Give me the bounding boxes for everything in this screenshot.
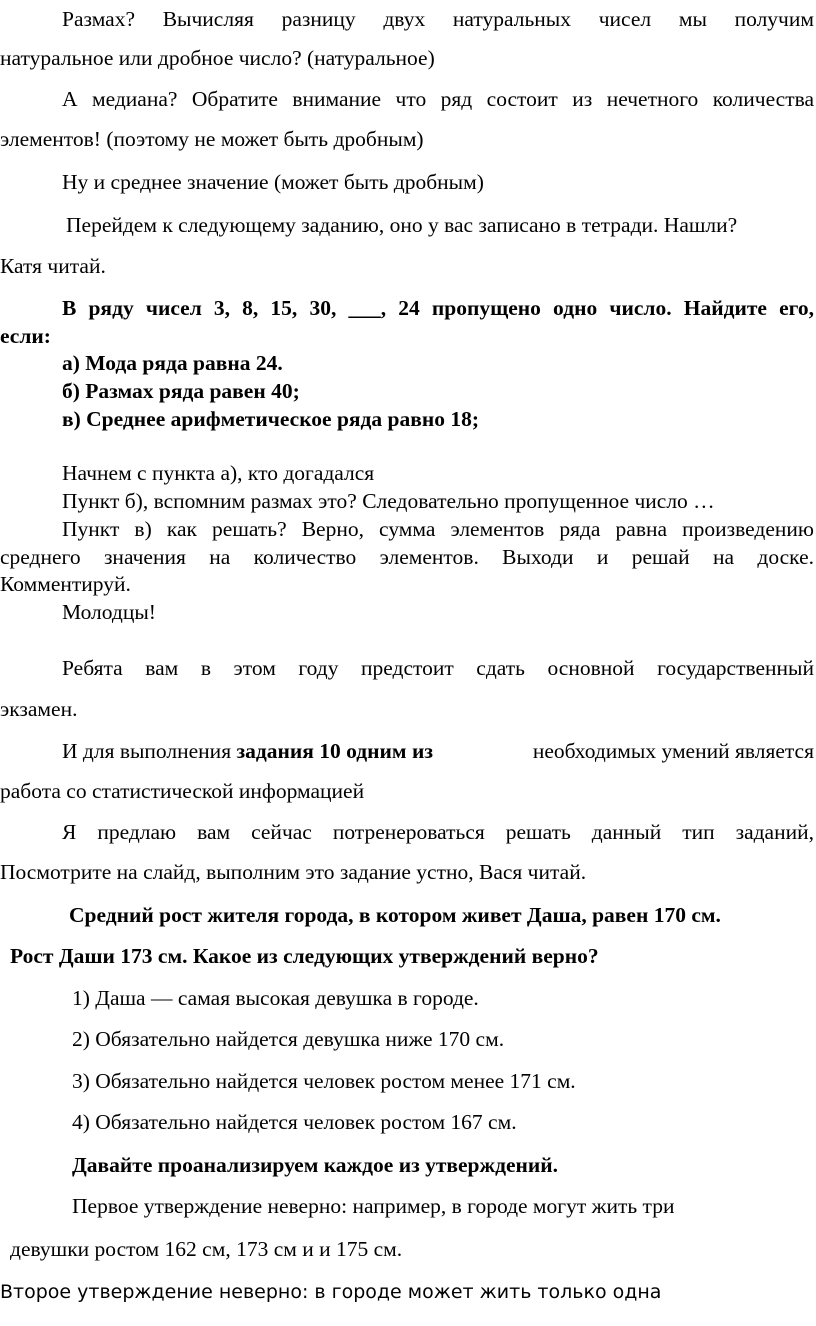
text-line: Перейдем к следующему заданию, оно у вас записано в тетради. Нашли? — [66, 213, 738, 237]
text-segment: И для выполнения — [62, 739, 237, 763]
task-item-a: а) Мода ряда равна 24. — [62, 351, 283, 375]
text-line: Пункт в) как решать? Верно, сумма элементов ряда равна произведению — [62, 517, 814, 541]
task-statement: если: — [0, 324, 51, 348]
text-line: девушки ростом 162 см, 173 см и и 175 см. — [10, 1237, 403, 1261]
text-line: Ребята вам в этом году предстоит сдать основной государственный — [62, 656, 814, 680]
problem-option: 2) Обязательно найдется девушка ниже 170 см. — [72, 1027, 505, 1051]
text-line: Первое утверждение неверно: например, в городе могут жить три — [72, 1194, 675, 1218]
text-line: Второе утверждение неверно: в городе может жить только одна — [0, 1281, 662, 1303]
text-line: среднего значения на количество элементов. Выходи и решай на доске. — [0, 545, 814, 569]
problem-option: 1) Даша — самая высокая девушка в городе. — [72, 986, 479, 1010]
problem-option: 3) Обязательно найдется человек ростом менее 171 см. — [72, 1069, 576, 1093]
task-item-c: в) Среднее арифметическое ряда равно 18; — [62, 407, 480, 431]
text-line: Молодцы! — [62, 600, 156, 624]
text-line: Размах? Вычисляя разницу двух натуральных чисел мы получим — [62, 7, 814, 31]
text-segment: необходимых умений является — [532, 739, 814, 763]
text-line: Катя читай. — [0, 254, 106, 278]
text-line: натуральное или дробное число? (натуральное) — [0, 46, 435, 70]
text-line: Посмотрите на слайд, выполним это задание устно, Вася читай. — [0, 860, 587, 884]
text-line: работа со статистической информацией — [0, 779, 365, 803]
problem-question: Рост Даши 173 см. Какое из следующих утверждений верно? — [10, 944, 599, 968]
analysis-heading: Давайте проанализируем каждое из утверждений. — [72, 1153, 559, 1177]
bold-segment: задания 10 одним из — [236, 739, 433, 763]
text-line — [62, 738, 814, 764]
problem-question: Средний рост жителя города, в котором живет Даша, равен 170 см. — [69, 903, 721, 927]
text-line: Ну и среднее значение (может быть дробным) — [62, 170, 484, 194]
task-statement: В ряду чисел 3, 8, 15, 30, ___, 24 пропущено одно число. Найдите его, — [62, 296, 814, 320]
text-line: экзамен. — [0, 697, 78, 721]
text-line: Я предлаю вам сейчас потренероваться решать данный тип заданий, — [62, 820, 814, 844]
text-line: Начнем с пункта а), кто догадался — [62, 461, 375, 485]
text-line: элементов! (поэтому не может быть дробным) — [0, 127, 424, 151]
task-item-b: б) Размах ряда равен 40; — [62, 379, 300, 403]
text-line: А медиана? Обратите внимание что ряд состоит из нечетного количества — [62, 87, 814, 111]
text-line: Пункт б), вспомним размах это? Следовательно пропущенное число … — [62, 489, 715, 513]
text-line: Комментируй. — [0, 572, 131, 596]
problem-option: 4) Обязательно найдется человек ростом 167 см. — [72, 1110, 517, 1134]
